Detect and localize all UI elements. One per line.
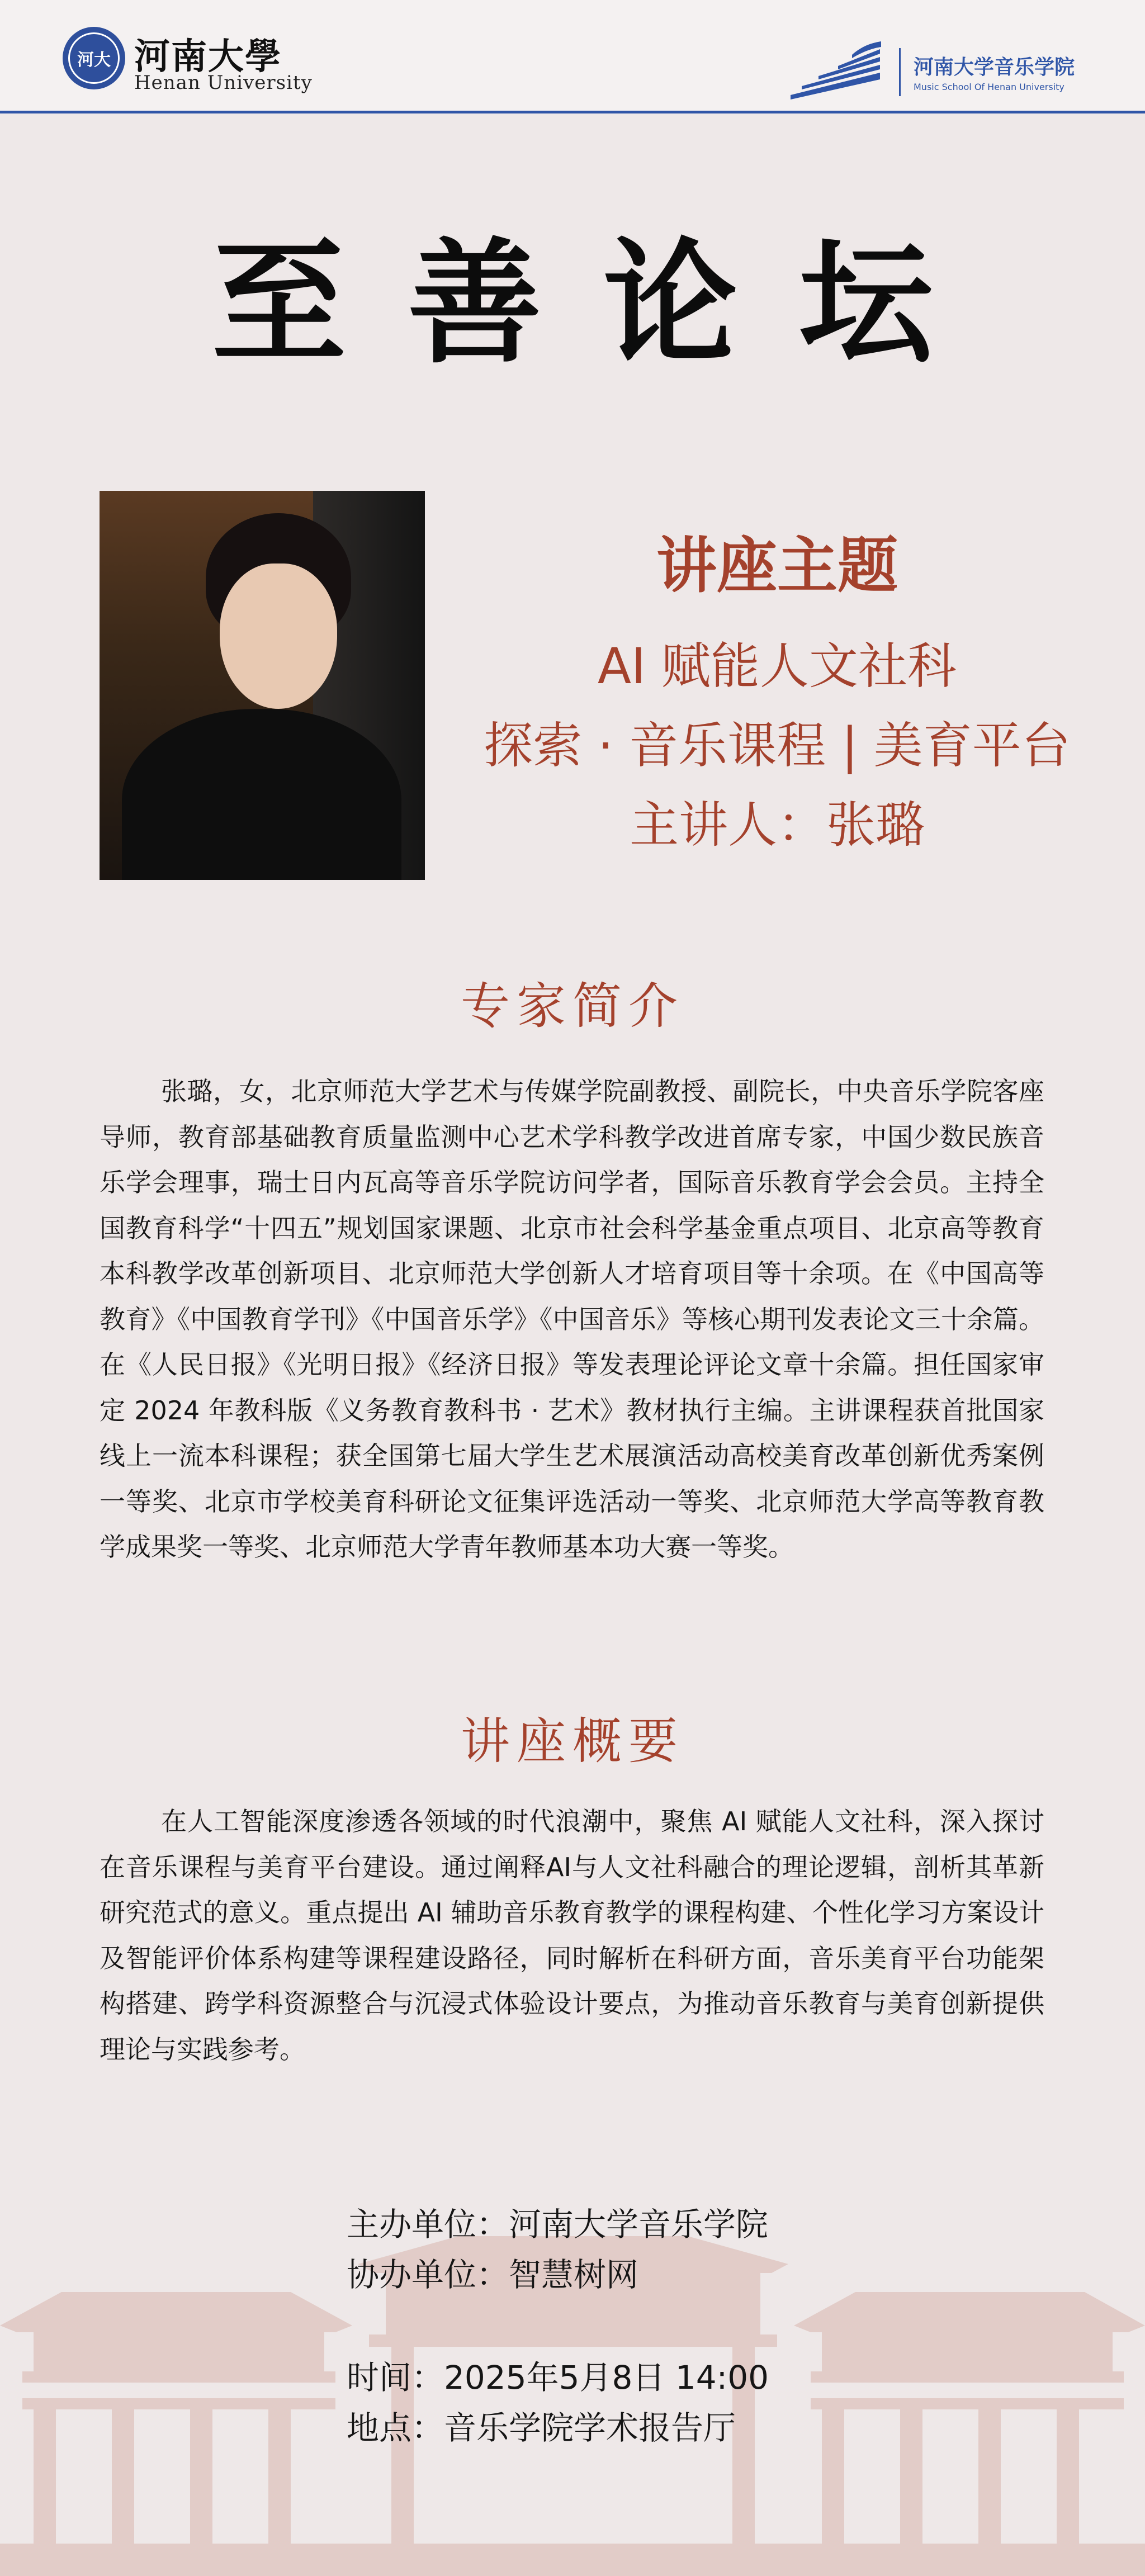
expert-intro-heading: 专家简介 <box>460 977 684 1035</box>
photo-body <box>122 709 401 880</box>
lecture-topic-line-2: 探索 · 音乐课程 | 美育平台 <box>484 717 1071 774</box>
lecture-speaker: 主讲人：张璐 <box>629 796 925 854</box>
music-school-logo-icon <box>785 39 886 101</box>
header-divider <box>0 111 1145 113</box>
page-header <box>0 0 1145 112</box>
photo-face <box>220 564 337 709</box>
logo-divider <box>899 48 901 96</box>
lecture-topic-line-1: AI 赋能人文社科 <box>597 637 957 695</box>
event-time: 时间：2025年5月8日 14:00 <box>347 2359 769 2397</box>
lecture-topic-heading: 讲座主题 <box>656 531 898 601</box>
music-school-name-en: Music School Of Henan University <box>914 82 1064 92</box>
expert-intro-text: 张璐，女，北京师范大学艺术与传媒学院副教授、副院长，中央音乐学院客座导师，教育部基础教育质量监测中心艺术学科教学改进首席专家，中国少数民族音乐学会理事，瑞士日内瓦高等音乐学院访问学者，国际音乐教育学会会员。主持全国教育科学“十四五”规划国家课题、北京市社会科学基金重点项目、北京高等教育本科教学改革创新项目、北京师范大学创新人才培育项目等十余项。在《中国高等教育》《中国教育学刊》《中国音乐学》《中国音乐》等核心期刊发表论文三十余篇。在《人民日报》《光明日报》《经济日报》等发表理论评论文章十余篇。担任国家审定 2024 年教科版《义务教育教科书 · 艺术》教材执行主编。主讲课程获首批国家线上一流本科课程；获全国第七届大学生艺术展演活动高校美育改革创新优秀案例一等奖、北京市学校美育科研论文征集评选活动一等奖、北京师范大学高等教育教学成果奖一等奖、北京师范大学青年教师基本功大赛一等奖。 <box>100 1076 1044 1562</box>
forum-title: 至善论坛 <box>212 224 995 382</box>
university-seal-icon: 河大 <box>63 27 125 89</box>
lecture-summary-text: 在人工智能深度渗透各领域的时代浪潮中，聚焦 AI 赋能人文社科，深入探讨在音乐课程与美育平台建设。通过阐释AI与人文社科融合的理论逻辑，剖析其革新研究范式的意义。重点提出 AI 辅助音乐教育教学的课程构建、个性化学习方案设计及智能评价体系构建等课程建设路径，同时解析在科研方面，音乐美育平台功能架构搭建、跨学科资源整合与沉浸式体验设计要点，为推动音乐教育与美育创新提供理论与实践参考。 <box>100 1806 1044 2064</box>
co-organizer: 协办单位：智慧树网 <box>347 2256 639 2294</box>
event-location: 地点：音乐学院学术报告厅 <box>347 2409 736 2447</box>
music-school-name: 河南大学音乐学院 <box>914 56 1075 79</box>
university-name-en: Henan University <box>134 72 313 94</box>
lecture-summary-heading: 讲座概要 <box>460 1712 684 1770</box>
university-seal-ring <box>68 32 120 84</box>
speaker-photo <box>100 491 425 880</box>
university-name: 河南大學 <box>134 36 282 78</box>
host-organizer: 主办单位：河南大学音乐学院 <box>347 2205 769 2243</box>
